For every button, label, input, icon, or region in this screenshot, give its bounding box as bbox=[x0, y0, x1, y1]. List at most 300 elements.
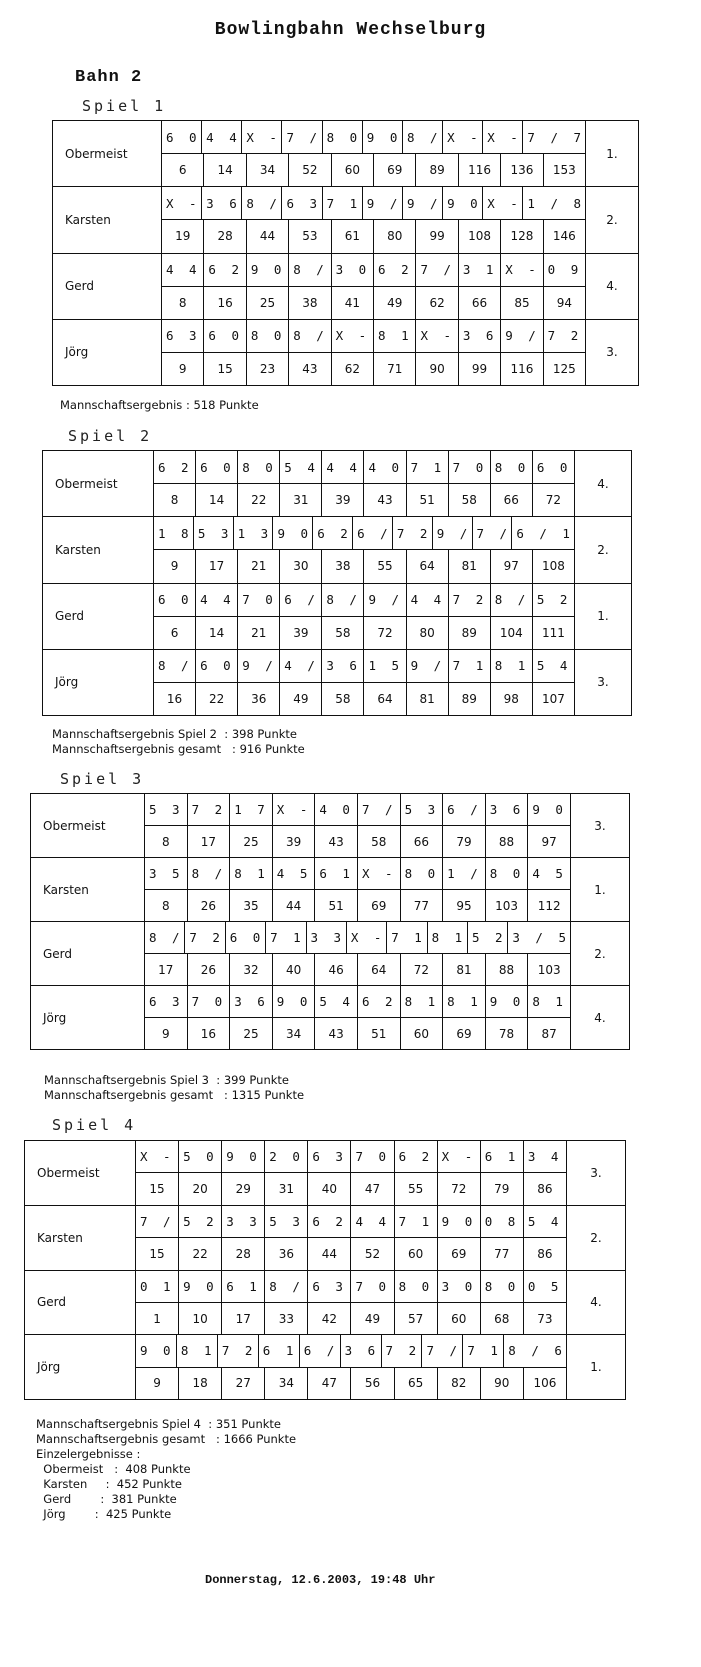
frame-total: 72 bbox=[438, 1173, 481, 1204]
frame-total: 41 bbox=[332, 287, 374, 319]
frame-total: 97 bbox=[491, 550, 533, 582]
frame-total: 60 bbox=[332, 154, 374, 186]
game-title: Spiel 4 bbox=[52, 1116, 137, 1134]
frame-throws: 6 0 bbox=[162, 121, 202, 153]
throws-row bbox=[136, 1141, 566, 1173]
team-summary bbox=[60, 398, 259, 413]
frame-throws: 3 0 bbox=[332, 254, 374, 286]
frame-throws: 6 0 bbox=[196, 650, 238, 682]
frame-total: 95 bbox=[443, 890, 486, 921]
throws-row bbox=[162, 121, 585, 154]
frame-throws: 9 0 bbox=[136, 1335, 177, 1366]
summary-line: Mannschaftsergebnis Spiel 2 : 398 Punkte bbox=[52, 727, 297, 741]
frame-throws: 8 0 bbox=[238, 451, 280, 483]
totals-row bbox=[145, 954, 570, 985]
player-rank: 2. bbox=[567, 1206, 625, 1271]
frame-throws: 9 0 bbox=[179, 1271, 222, 1302]
frame-throws: 9 / bbox=[238, 650, 280, 682]
frame-throws: 1 8 bbox=[154, 517, 194, 549]
frame-throws: X - bbox=[438, 1141, 481, 1172]
frame-total: 44 bbox=[308, 1238, 351, 1269]
frame-total: 90 bbox=[416, 353, 458, 385]
frame-total: 31 bbox=[265, 1173, 308, 1204]
frame-throws: 9 0 bbox=[273, 517, 313, 549]
player-name: Karsten bbox=[43, 517, 153, 583]
summary-line: Einzelergebnisse : bbox=[36, 1447, 141, 1461]
frame-throws: 3 6 bbox=[202, 187, 242, 219]
frame-total: 79 bbox=[481, 1173, 524, 1204]
frame-total: 39 bbox=[280, 617, 322, 649]
frame-total: 82 bbox=[438, 1368, 481, 1399]
frame-throws: 6 1 bbox=[222, 1271, 265, 1302]
frame-throws: 7 0 bbox=[351, 1141, 394, 1172]
frame-throws: 8 1 bbox=[230, 858, 273, 889]
frame-throws: 8 1 bbox=[532, 994, 567, 1009]
frame-throws: 5 4 bbox=[527, 1213, 563, 1229]
frame-throws: 7 0 bbox=[351, 1271, 394, 1302]
frame-total: 43 bbox=[315, 1018, 358, 1049]
summary-line: Mannschaftsergebnis : 518 Punkte bbox=[60, 398, 259, 412]
frame-total: 16 bbox=[204, 287, 246, 319]
frame-throws: 0 1 bbox=[136, 1271, 179, 1302]
frame-throws: 6 1 bbox=[481, 1141, 524, 1172]
team-summary bbox=[52, 727, 305, 757]
frame-throws: 6 1 bbox=[315, 858, 358, 889]
frame-total: 99 bbox=[416, 220, 458, 252]
frame-throws: 7 1 bbox=[449, 650, 491, 682]
frame-throws: 3 0 bbox=[438, 1271, 481, 1302]
frame-throws: 8 0 bbox=[481, 1271, 524, 1302]
frame-total: 88 bbox=[486, 826, 529, 857]
frames-column bbox=[154, 451, 574, 715]
frame-throws: 8 / bbox=[265, 1271, 308, 1302]
frame-throws: 9 / bbox=[407, 650, 449, 682]
frame-total: 77 bbox=[401, 890, 444, 921]
frame-total: 28 bbox=[204, 220, 246, 252]
frame-total: 1 bbox=[136, 1303, 179, 1334]
throws-row bbox=[145, 986, 570, 1018]
frame-total: 25 bbox=[247, 287, 289, 319]
frame-total: 21 bbox=[238, 550, 280, 582]
player-names-column bbox=[31, 794, 145, 1049]
totals-row bbox=[162, 154, 585, 186]
frame-throws: 9 0 bbox=[363, 121, 403, 153]
frame-throws: X - bbox=[483, 121, 523, 153]
frame-throws: 7 2 bbox=[185, 922, 225, 953]
frame-total: 17 bbox=[188, 826, 231, 857]
frame-throws: 7 / bbox=[416, 254, 458, 286]
frame-throws: 7 2 bbox=[393, 517, 433, 549]
frame-total: 97 bbox=[541, 834, 557, 849]
frame-throws: 7 2 bbox=[449, 584, 491, 616]
frame-throws: 4 4 bbox=[162, 254, 204, 286]
frame-total: 87 bbox=[541, 1026, 557, 1041]
frame-total: 16 bbox=[188, 1018, 231, 1049]
frame-throws: 4 0 bbox=[364, 451, 406, 483]
frame-throws: 7 1 bbox=[407, 451, 449, 483]
frame-total: 58 bbox=[449, 484, 491, 516]
frame-total: 116 bbox=[501, 353, 543, 385]
throws-row bbox=[145, 858, 570, 890]
frame-total: 38 bbox=[289, 287, 331, 319]
frame-throws: 1 / bbox=[443, 858, 486, 889]
frame-total: 8 bbox=[145, 826, 188, 857]
frame-throws: 9 / bbox=[501, 320, 543, 352]
frame-total: 58 bbox=[358, 826, 401, 857]
frame-total: 14 bbox=[196, 484, 238, 516]
frame-throws: 7 0 bbox=[449, 451, 491, 483]
frame-throws: 6 2 bbox=[154, 451, 196, 483]
player-row bbox=[136, 1335, 566, 1399]
frame-throws: 9 / bbox=[433, 517, 473, 549]
frame-throws: 8 0 bbox=[247, 320, 289, 352]
frame-throws: 8 / bbox=[188, 858, 231, 889]
frame-total: 80 bbox=[407, 617, 449, 649]
player-rank: 3. bbox=[567, 1141, 625, 1206]
frame-total: 22 bbox=[196, 683, 238, 715]
rank-column bbox=[566, 1141, 625, 1399]
frames-column bbox=[136, 1141, 566, 1399]
player-rank: 2. bbox=[571, 922, 629, 986]
frame-throws: 3 / 5 bbox=[512, 930, 571, 945]
frame-total: 56 bbox=[351, 1368, 394, 1399]
throws-row bbox=[136, 1335, 566, 1367]
frame-total: 22 bbox=[238, 484, 280, 516]
frame-total: 15 bbox=[136, 1238, 179, 1269]
lane-title: Bahn 2 bbox=[75, 68, 143, 87]
frame-throws: 8 0 bbox=[491, 451, 533, 483]
frame-throws: 1 / 8 bbox=[527, 195, 586, 211]
frame-total: 47 bbox=[351, 1173, 394, 1204]
frame-throws: 7 1 bbox=[323, 187, 363, 219]
frame-throws: 6 / bbox=[300, 1335, 341, 1366]
frame-total: 60 bbox=[395, 1238, 438, 1269]
score-table bbox=[52, 120, 639, 386]
frame-throws: 5 0 bbox=[179, 1141, 222, 1172]
frame-throws: 7 2 bbox=[188, 794, 231, 825]
throws-row bbox=[154, 650, 574, 683]
frame-total: 44 bbox=[273, 890, 316, 921]
frame-throws: 3 3 bbox=[307, 922, 347, 953]
throws-row bbox=[162, 320, 585, 353]
frame-throws: 6 / bbox=[353, 517, 393, 549]
player-row bbox=[145, 794, 570, 858]
frame-throws: X - bbox=[162, 187, 202, 219]
rank-column bbox=[585, 121, 638, 385]
frame-total: 108 bbox=[459, 220, 501, 252]
player-rank: 3. bbox=[571, 794, 629, 858]
frame-total: 65 bbox=[395, 1368, 438, 1399]
frame-throws: 7 2 bbox=[382, 1335, 423, 1366]
frame-total: 9 bbox=[154, 550, 196, 582]
throws-row bbox=[145, 922, 570, 954]
frame-throws: 6 / 1 bbox=[516, 525, 574, 541]
frame-throws: 6 / bbox=[280, 584, 322, 616]
frame-throws: 4 4 bbox=[407, 584, 449, 616]
frame-total: 8 bbox=[154, 484, 196, 516]
player-row bbox=[162, 187, 585, 253]
totals-row bbox=[162, 353, 585, 385]
frame-total: 98 bbox=[491, 683, 533, 715]
player-row bbox=[136, 1206, 566, 1271]
summary-line: Mannschaftsergebnis Spiel 4 : 351 Punkte bbox=[36, 1417, 281, 1431]
throws-row bbox=[136, 1271, 566, 1303]
totals-row bbox=[145, 1018, 570, 1049]
frame-total: 64 bbox=[364, 683, 406, 715]
player-rank: 3. bbox=[597, 675, 609, 690]
frame-throws: 9 / bbox=[403, 187, 443, 219]
frame-total: 17 bbox=[196, 550, 238, 582]
frame-total: 17 bbox=[145, 954, 188, 985]
frame-total: 106 bbox=[533, 1376, 557, 1391]
player-rank: 4. bbox=[567, 1271, 625, 1336]
frame-throws: 9 0 bbox=[443, 187, 483, 219]
frame-throws: 1 3 bbox=[234, 517, 274, 549]
totals-row bbox=[154, 550, 574, 582]
frame-total: 104 bbox=[491, 617, 533, 649]
frame-total: 85 bbox=[501, 287, 543, 319]
frame-throws: 8 0 bbox=[395, 1271, 438, 1302]
frame-throws: 8 / bbox=[491, 584, 533, 616]
frame-total: 72 bbox=[364, 617, 406, 649]
frame-throws: 7 / bbox=[136, 1206, 179, 1237]
player-row bbox=[162, 254, 585, 320]
frame-total: 25 bbox=[230, 1018, 273, 1049]
frame-total: 103 bbox=[537, 962, 561, 977]
frame-throws: 9 0 bbox=[532, 802, 567, 817]
frame-total: 69 bbox=[374, 154, 416, 186]
frame-total: 33 bbox=[265, 1303, 308, 1334]
frame-total: 55 bbox=[395, 1173, 438, 1204]
frame-total: 125 bbox=[552, 361, 576, 376]
frame-total: 112 bbox=[537, 898, 561, 913]
player-row bbox=[154, 584, 574, 650]
frame-throws: 8 / bbox=[403, 121, 443, 153]
summary-line: Obermeist : 408 Punkte bbox=[36, 1462, 191, 1476]
player-row bbox=[145, 922, 570, 986]
frame-throws: 1 7 bbox=[230, 794, 273, 825]
summary-line: Gerd : 381 Punkte bbox=[36, 1492, 177, 1506]
frame-total: 29 bbox=[222, 1173, 265, 1204]
frame-total: 9 bbox=[145, 1018, 188, 1049]
frame-total: 26 bbox=[188, 954, 231, 985]
frame-throws: X - bbox=[501, 254, 543, 286]
player-row bbox=[145, 986, 570, 1049]
player-name: Jörg bbox=[55, 675, 79, 690]
frame-throws: 5 2 bbox=[179, 1206, 222, 1237]
player-name: Karsten bbox=[53, 187, 161, 253]
frame-total: 72 bbox=[545, 493, 562, 508]
player-name: Obermeist bbox=[53, 121, 161, 187]
frame-throws: 8 0 bbox=[401, 858, 444, 889]
game-title: Spiel 3 bbox=[60, 770, 145, 788]
summary-line: Mannschaftsergebnis gesamt : 1666 Punkte bbox=[36, 1432, 297, 1446]
totals-row bbox=[154, 617, 574, 649]
frame-throws: 8 1 bbox=[428, 922, 468, 953]
frame-throws: 3 6 bbox=[459, 320, 501, 352]
frame-total: 49 bbox=[280, 683, 322, 715]
frame-total: 9 bbox=[136, 1368, 179, 1399]
frame-total: 111 bbox=[541, 625, 565, 640]
frame-throws: 7 1 bbox=[395, 1206, 438, 1237]
frame-total: 31 bbox=[280, 484, 322, 516]
frame-total: 38 bbox=[322, 550, 364, 582]
frame-total: 23 bbox=[247, 353, 289, 385]
frame-throws: X - bbox=[242, 121, 282, 153]
frame-throws: 8 1 bbox=[401, 986, 444, 1017]
frame-total: 15 bbox=[204, 353, 246, 385]
frame-total: 21 bbox=[238, 617, 280, 649]
frame-throws: 6 2 bbox=[374, 254, 416, 286]
player-name: Jörg bbox=[37, 1360, 61, 1375]
throws-row bbox=[136, 1206, 566, 1238]
frame-throws: 5 3 bbox=[194, 517, 234, 549]
frame-throws: 6 2 bbox=[313, 517, 353, 549]
frame-total: 72 bbox=[401, 954, 444, 985]
totals-row bbox=[136, 1173, 566, 1204]
frame-total: 27 bbox=[222, 1368, 265, 1399]
footer-timestamp: Donnerstag, 12.6.2003, 19:48 Uhr bbox=[205, 1573, 436, 1587]
frame-total: 80 bbox=[374, 220, 416, 252]
score-table bbox=[42, 450, 632, 716]
frame-throws: 3 3 bbox=[222, 1206, 265, 1237]
frame-throws: 6 1 bbox=[259, 1335, 300, 1366]
frame-total: 61 bbox=[332, 220, 374, 252]
frame-total: 36 bbox=[265, 1238, 308, 1269]
frame-total: 66 bbox=[459, 287, 501, 319]
summary-line: Mannschaftsergebnis Spiel 3 : 399 Punkte bbox=[44, 1073, 289, 1087]
frame-total: 8 bbox=[145, 890, 188, 921]
frame-total: 30 bbox=[280, 550, 322, 582]
player-names-column bbox=[53, 121, 162, 385]
summary-line: Jörg : 425 Punkte bbox=[36, 1507, 172, 1521]
frame-total: 58 bbox=[322, 683, 364, 715]
frame-throws: 4 4 bbox=[351, 1206, 394, 1237]
frame-throws: 4 5 bbox=[273, 858, 316, 889]
player-name: Gerd bbox=[25, 1271, 135, 1336]
frame-total: 19 bbox=[162, 220, 204, 252]
frame-total: 58 bbox=[322, 617, 364, 649]
player-name: Obermeist bbox=[25, 1141, 135, 1206]
frame-total: 52 bbox=[351, 1238, 394, 1269]
totals-row bbox=[162, 287, 585, 319]
game-title: Spiel 2 bbox=[68, 427, 153, 445]
frame-throws: 6 0 bbox=[154, 584, 196, 616]
frame-total: 43 bbox=[364, 484, 406, 516]
player-name: Gerd bbox=[53, 254, 161, 320]
frame-throws: 8 / bbox=[145, 922, 185, 953]
frame-total: 17 bbox=[222, 1303, 265, 1334]
frame-total: 94 bbox=[556, 295, 572, 310]
frame-throws: 7 / bbox=[473, 517, 513, 549]
frame-total: 16 bbox=[154, 683, 196, 715]
frame-throws: 9 0 bbox=[247, 254, 289, 286]
frame-total: 89 bbox=[449, 683, 491, 715]
throws-row bbox=[154, 584, 574, 617]
frame-total: 62 bbox=[332, 353, 374, 385]
frame-throws: 3 6 bbox=[341, 1335, 382, 1366]
frame-total: 40 bbox=[308, 1173, 351, 1204]
frame-throws: 2 0 bbox=[265, 1141, 308, 1172]
frame-total: 62 bbox=[416, 287, 458, 319]
frame-total: 47 bbox=[308, 1368, 351, 1399]
frame-throws: 3 1 bbox=[459, 254, 501, 286]
frame-total: 69 bbox=[358, 890, 401, 921]
throws-row bbox=[162, 254, 585, 287]
player-row bbox=[145, 858, 570, 922]
game-title: Spiel 1 bbox=[82, 97, 167, 115]
player-rank: 3. bbox=[606, 345, 618, 360]
frame-total: 66 bbox=[491, 484, 533, 516]
frames-column bbox=[162, 121, 585, 385]
player-row bbox=[154, 650, 574, 715]
frame-throws: 7 / bbox=[282, 121, 322, 153]
frame-throws: 8 1 bbox=[177, 1335, 218, 1366]
totals-row bbox=[154, 484, 574, 516]
player-rank: 2. bbox=[586, 187, 638, 253]
player-rank: 1. bbox=[590, 1360, 602, 1375]
frame-throws: 8 1 bbox=[374, 320, 416, 352]
player-name: Jörg bbox=[65, 345, 89, 360]
player-row bbox=[162, 121, 585, 187]
totals-row bbox=[136, 1303, 566, 1334]
player-name: Obermeist bbox=[43, 451, 153, 517]
frame-total: 28 bbox=[222, 1238, 265, 1269]
frame-total: 60 bbox=[401, 1018, 444, 1049]
frame-throws: 6 3 bbox=[145, 986, 188, 1017]
frame-throws: 6 0 bbox=[196, 451, 238, 483]
frame-total: 71 bbox=[374, 353, 416, 385]
frame-throws: 6 2 bbox=[204, 254, 246, 286]
totals-row bbox=[145, 890, 570, 921]
player-name: Obermeist bbox=[31, 794, 144, 858]
frame-total: 66 bbox=[401, 826, 444, 857]
player-name: Gerd bbox=[43, 584, 153, 650]
frame-throws: 6 0 bbox=[226, 922, 266, 953]
rank-column bbox=[574, 451, 631, 715]
frame-throws: 6 / bbox=[443, 794, 486, 825]
frame-throws: 6 3 bbox=[162, 320, 204, 352]
frame-throws: 8 / bbox=[289, 254, 331, 286]
frame-total: 90 bbox=[481, 1368, 524, 1399]
frame-total: 6 bbox=[162, 154, 204, 186]
team-summary bbox=[36, 1417, 296, 1522]
frame-throws: 5 2 bbox=[468, 922, 508, 953]
frame-total: 77 bbox=[481, 1238, 524, 1269]
frame-throws: 5 4 bbox=[315, 986, 358, 1017]
frame-total: 69 bbox=[443, 1018, 486, 1049]
frame-throws: 9 0 bbox=[486, 986, 529, 1017]
frame-total: 49 bbox=[351, 1303, 394, 1334]
frames-column bbox=[145, 794, 570, 1049]
frame-total: 86 bbox=[537, 1246, 553, 1261]
player-rank: 1. bbox=[575, 584, 631, 650]
frame-throws: 6 2 bbox=[308, 1206, 351, 1237]
frame-total: 39 bbox=[322, 484, 364, 516]
player-name: Karsten bbox=[25, 1206, 135, 1271]
frame-throws: 3 4 bbox=[527, 1149, 563, 1165]
frame-total: 14 bbox=[204, 154, 246, 186]
frame-total: 88 bbox=[486, 954, 529, 985]
frame-total: 81 bbox=[449, 550, 491, 582]
frame-total: 89 bbox=[416, 154, 458, 186]
frame-total: 26 bbox=[188, 890, 231, 921]
frame-throws: 8 / 6 bbox=[508, 1343, 566, 1359]
frame-total: 81 bbox=[407, 683, 449, 715]
score-table bbox=[24, 1140, 626, 1400]
frame-total: 64 bbox=[358, 954, 401, 985]
frame-total: 34 bbox=[247, 154, 289, 186]
